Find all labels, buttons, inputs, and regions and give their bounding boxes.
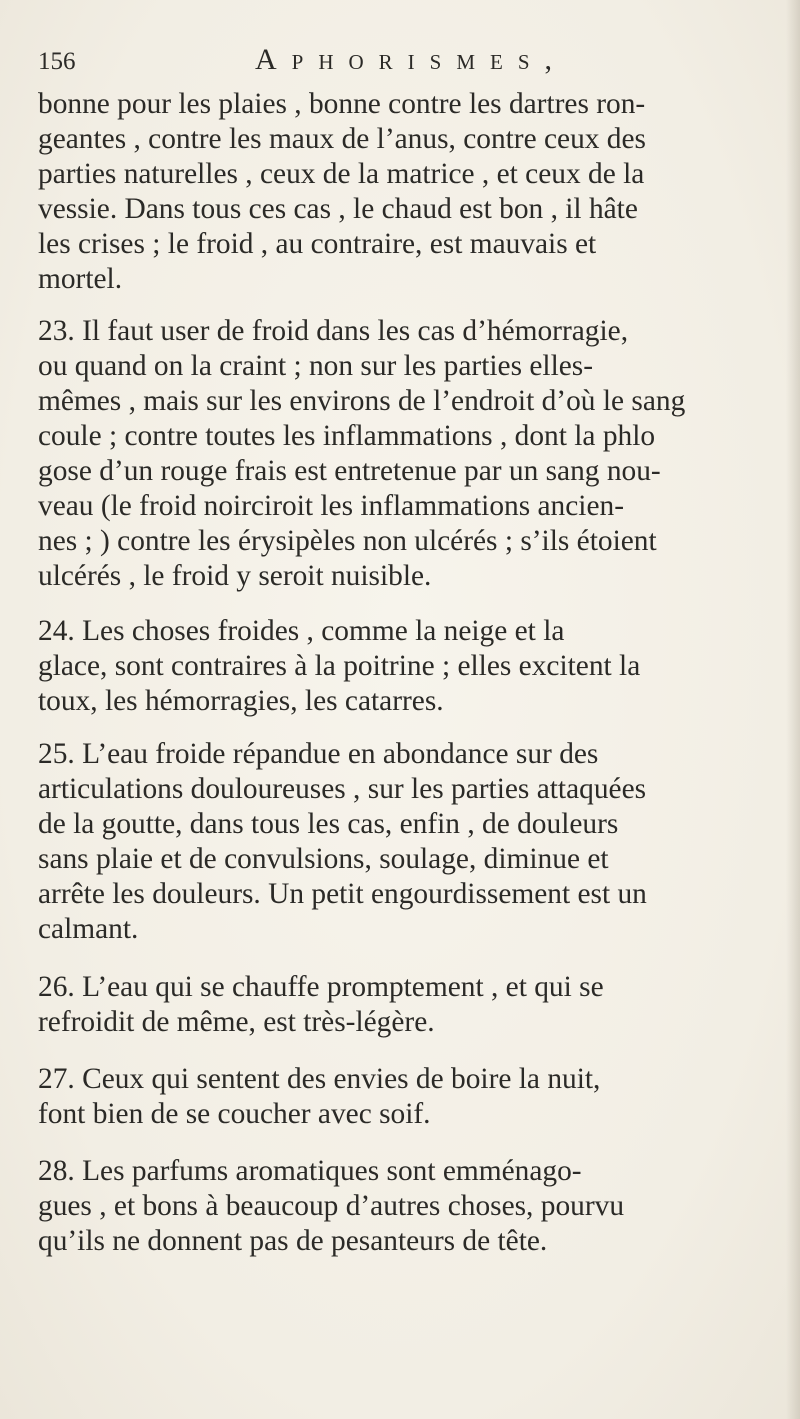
text-line: glace, sont contraires à la poitrine ; elles excitent la [38, 650, 641, 682]
text-line: de la goutte, dans tous les cas, enfin , de douleurs [38, 808, 619, 840]
aphorism-25: 25. L’eau froide répandue en abondance sur des [38, 738, 599, 770]
page-header [38, 40, 758, 80]
aphorism-24: 24. Les choses froides , comme la neige et la [38, 615, 565, 647]
text-line: toux, les hémorragies, les catarres. [38, 685, 444, 717]
aphorism-23: 23. Il faut user de froid dans les cas d’hémorragie, [38, 315, 629, 347]
text-line: qu’ils ne donnent pas de pesanteurs de tête. [38, 1225, 548, 1257]
text-line: calmant. [38, 913, 139, 945]
text-line: parties naturelles , ceux de la matrice , et ceux de la [38, 158, 645, 190]
page-edge-shadow [786, 0, 800, 1419]
text-line: nes ; ) contre les érysipèles non ulcérés ; s’ils étoient [38, 525, 657, 557]
text-line: ulcérés , le froid y seroit nuisible. [38, 560, 432, 592]
text-line: font bien de se coucher avec soif. [38, 1098, 431, 1130]
text-line: veau (le froid noirciroit les inflammations ancien- [38, 490, 624, 522]
text-line: les crises ; le froid , au contraire, est mauvais et [38, 228, 597, 260]
aphorism-27: 27. Ceux qui sentent des envies de boire la nuit, [38, 1063, 601, 1095]
text-line: gues , et bons à beaucoup d’autres choses, pourvu [38, 1190, 625, 1222]
aphorism-26: 26. L’eau qui se chauffe promptement , et qui se [38, 971, 604, 1003]
text-line: coule ; contre toutes les inflammations , dont la phlo [38, 420, 656, 452]
text-line: geantes , contre les maux de l’anus, contre ceux des [38, 123, 646, 155]
text-line: vessie. Dans tous ces cas , le chaud est bon , il hâte [38, 193, 638, 225]
aphorism-28: 28. Les parfums aromatiques sont emménago- [38, 1155, 582, 1187]
text-line: bonne pour les plaies , bonne contre les dartres ron- [38, 88, 646, 120]
text-line: mortel. [38, 263, 123, 295]
text-line: articulations douloureuses , sur les parties attaquées [38, 773, 647, 805]
text-line: gose d’un rouge frais est entretenue par un sang nou- [38, 455, 661, 487]
text-line: arrête les douleurs. Un petit engourdissement est un [38, 878, 647, 910]
text-line: ou quand on la craint ; non sur les parties elles- [38, 350, 594, 382]
text-line: sans plaie et de convulsions, soulage, diminue et [38, 843, 609, 875]
running-title: Aphorismes, [255, 43, 568, 76]
text-line: mêmes , mais sur les environs de l’endroit d’où le sang [38, 385, 686, 417]
text-line: refroidit de même, est très-légère. [38, 1006, 435, 1038]
page-number: 156 [38, 48, 76, 75]
